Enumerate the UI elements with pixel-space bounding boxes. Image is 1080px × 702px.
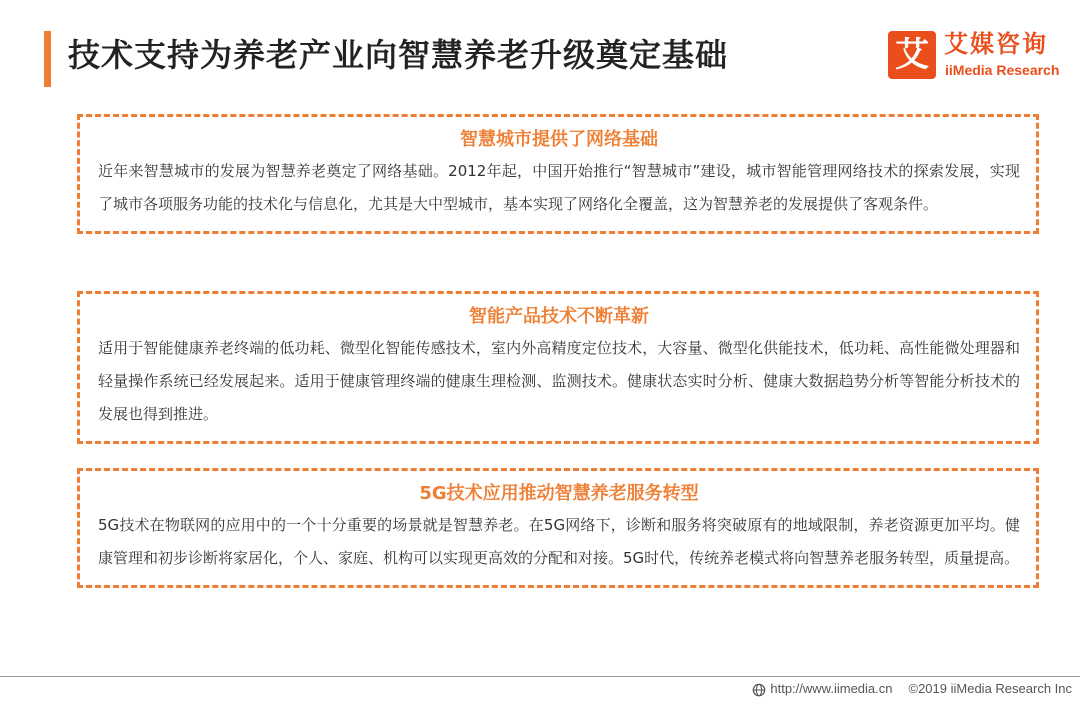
card-body: 近年来智慧城市的发展为智慧养老奠定了网络基础。2012年起，中国开始推行“智慧城市”建设，城市智能管理网络技术的探索发展，实现了城市各项服务功能的技术化与信息化，尤其是大中型城市，基本实现了网络化全覆盖，这为智慧养老的发展提供了客观条件。 (98, 162, 1020, 213)
footer-url-group (752, 679, 892, 699)
card-heading: 5G技术应用推动智慧养老服务转型 (419, 483, 699, 504)
title-accent-bar (44, 31, 51, 87)
card-body: 适用于智能健康养老终端的低功耗、微型化智能传感技术，室内外高精度定位技术，大容量、微型化供能技术，低功耗、高性能微处理器和轻量操作系统已经发展起来。适用于健康管理终端的健康生理检测、监测技术。健康状态实时分析、健康大数据趋势分析等智能分析技术的发展也得到推进。 (98, 339, 1020, 423)
card-heading: 智慧城市提供了网络基础 (460, 129, 658, 150)
logo-mark: 艾 (888, 31, 936, 79)
iimedia-logo (888, 29, 1060, 83)
page-title: 技术支持为养老产业向智慧养老升级奠定基础 (68, 36, 729, 74)
card-body: 5G技术在物联网的应用中的一个十分重要的场景就是智慧养老。在5G网络下，诊断和服务将突破原有的地域限制，养老资源更加平均。健康管理和初步诊断将家居化，个人、家庭、机构可以实现更高效的分配和对接。5G时代，传统养老模式将向智慧养老服务转型，质量提高。 (98, 516, 1020, 567)
card-smart-products (77, 291, 1039, 444)
globe-icon (752, 683, 766, 697)
footer-url[interactable]: http://www.iimedia.cn (770, 681, 893, 696)
logo-name-cn: 艾媒咨询 (944, 30, 1048, 58)
footer-copyright: ©2019 iiMedia Research Inc (908, 681, 1072, 696)
footer (752, 679, 1072, 699)
card-smart-city (77, 114, 1039, 234)
card-5g (77, 468, 1039, 588)
logo-name-en: iiMedia Research (945, 62, 1060, 78)
footer-divider (0, 676, 1080, 677)
card-heading: 智能产品技术不断革新 (469, 306, 649, 327)
